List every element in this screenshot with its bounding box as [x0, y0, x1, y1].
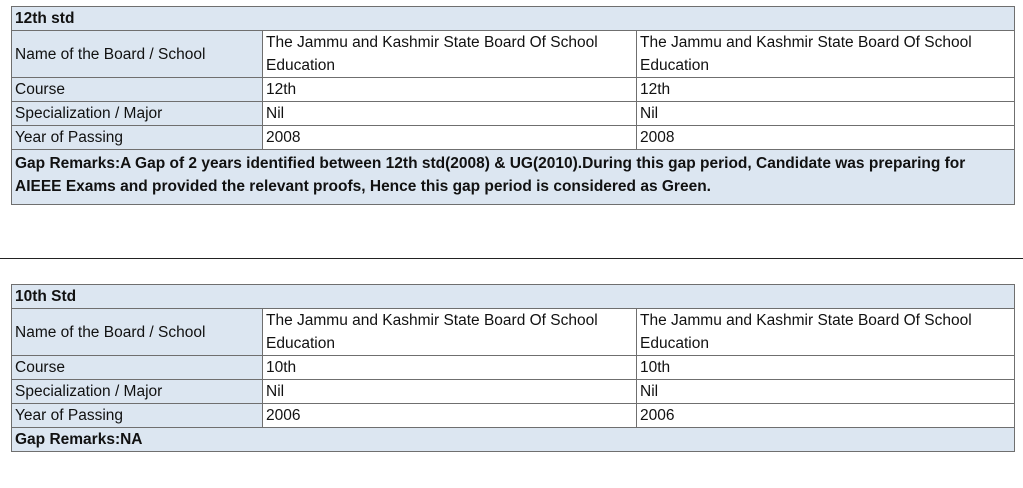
section-header-row — [12, 285, 1015, 309]
table-row-board — [12, 31, 1015, 78]
section-header-row — [12, 7, 1015, 31]
table-row-course — [12, 78, 1015, 102]
cell-year-claimed: 2006 — [263, 404, 637, 428]
row-label-course: Course — [12, 356, 263, 380]
section-title: 10th Std — [12, 285, 1015, 309]
row-label-year: Year of Passing — [12, 404, 263, 428]
table-row-course — [12, 356, 1015, 380]
gap-remarks: Gap Remarks:A Gap of 2 years identified between 12th std(2008) & UG(2010).During this gap period, Candidate was preparing for AIEEE Exams and provided the relevant proofs, Hence this gap period is considered as Green. — [12, 150, 1015, 205]
cell-course-verified: 12th — [637, 78, 1015, 102]
section-divider — [0, 258, 1023, 259]
table-row-board — [12, 309, 1015, 356]
table-row-specialization — [12, 102, 1015, 126]
row-label-specialization: Specialization / Major — [12, 380, 263, 404]
table-row-year — [12, 404, 1015, 428]
education-table-10th — [11, 284, 1015, 452]
education-table-12th — [11, 6, 1015, 205]
cell-specialization-verified: Nil — [637, 380, 1015, 404]
gap-remarks-row — [12, 150, 1015, 205]
row-label-year: Year of Passing — [12, 126, 263, 150]
cell-board-verified: The Jammu and Kashmir State Board Of School Education — [637, 31, 1015, 78]
table-row-specialization — [12, 380, 1015, 404]
section-title: 12th std — [12, 7, 1015, 31]
cell-year-claimed: 2008 — [263, 126, 637, 150]
cell-specialization-claimed: Nil — [263, 102, 637, 126]
cell-specialization-claimed: Nil — [263, 380, 637, 404]
cell-year-verified: 2006 — [637, 404, 1015, 428]
cell-course-claimed: 12th — [263, 78, 637, 102]
cell-specialization-verified: Nil — [637, 102, 1015, 126]
row-label-course: Course — [12, 78, 263, 102]
cell-board-claimed: The Jammu and Kashmir State Board Of School Education — [263, 309, 637, 356]
table-row-year — [12, 126, 1015, 150]
cell-course-verified: 10th — [637, 356, 1015, 380]
cell-year-verified: 2008 — [637, 126, 1015, 150]
cell-board-claimed: The Jammu and Kashmir State Board Of School Education — [263, 31, 637, 78]
cell-course-claimed: 10th — [263, 356, 637, 380]
cell-board-verified: The Jammu and Kashmir State Board Of School Education — [637, 309, 1015, 356]
row-label-board: Name of the Board / School — [12, 309, 263, 356]
row-label-specialization: Specialization / Major — [12, 102, 263, 126]
gap-remarks: Gap Remarks:NA — [12, 428, 1015, 452]
gap-remarks-row — [12, 428, 1015, 452]
row-label-board: Name of the Board / School — [12, 31, 263, 78]
